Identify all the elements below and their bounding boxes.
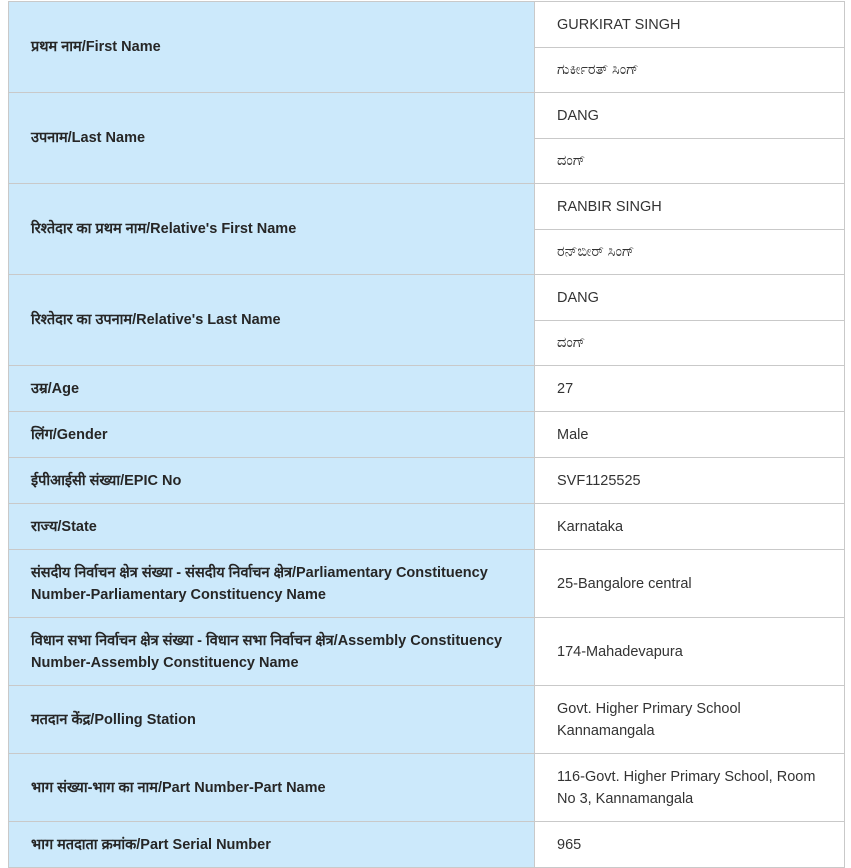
state-label: राज्य/State: [9, 504, 535, 549]
part-serial-number-value: 965: [557, 836, 582, 853]
row-assembly-constituency: [9, 618, 844, 686]
part-number-value: 116-Govt. Higher Primary School, Room No 3, Kannamangala: [557, 768, 816, 807]
part-serial-number-label: भाग मतदाता क्रमांक/Part Serial Number: [9, 822, 535, 867]
relative-last-name-label: रिश्तेदार का उपनाम/Relative's Last Name: [9, 275, 535, 365]
parliamentary-constituency-label: संसदीय निर्वाचन क्षेत्र संख्या - संसदीय निर्वाचन क्षेत्र/Parliamentary Constituency Number-Parliamentary Constituency Name: [9, 550, 535, 617]
state-value: Karnataka: [557, 518, 624, 535]
row-age: [9, 366, 844, 412]
part-number-label: भाग संख्या-भाग का नाम/Part Number-Part Name: [9, 754, 535, 821]
row-gender: [9, 412, 844, 458]
gender-value: Male: [557, 426, 589, 443]
epic-no-value: SVF1125525: [557, 472, 641, 489]
age-value: 27: [557, 380, 574, 397]
first-name-value-english: GURKIRAT SINGH: [557, 16, 681, 33]
relative-last-name-value-english: DANG: [557, 289, 599, 306]
row-parliamentary-constituency: [9, 550, 844, 618]
row-relative-last-name: [9, 275, 844, 366]
polling-station-value: Govt. Higher Primary School Kannamangala: [557, 700, 741, 739]
first-name-value-kannada: ಗುರ್ಕೀರತ್ ಸಿಂಗ್: [535, 47, 844, 92]
row-polling-station: [9, 686, 844, 754]
relative-last-name-value-kannada: ದಂಗ್: [535, 320, 844, 365]
row-last-name: [9, 93, 844, 184]
last-name-value-english: DANG: [557, 107, 599, 124]
relative-first-name-label: रिश्तेदार का प्रथम नाम/Relative's First Name: [9, 184, 535, 274]
row-relative-first-name: [9, 184, 844, 275]
relative-first-name-value-kannada: ರನ್‌ಬೀರ್ ಸಿಂಗ್: [535, 229, 844, 274]
row-epic-no: [9, 458, 844, 504]
voter-details-table: [8, 1, 845, 868]
row-first-name: [9, 2, 844, 93]
epic-no-label: ईपीआईसी संख्या/EPIC No: [9, 458, 535, 503]
assembly-constituency-value: 174-Mahadevapura: [557, 643, 683, 660]
last-name-label: उपनाम/Last Name: [9, 93, 535, 183]
polling-station-label: मतदान केंद्र/Polling Station: [9, 686, 535, 753]
row-part-serial-number: [9, 822, 844, 868]
parliamentary-constituency-value: 25-Bangalore central: [557, 575, 692, 592]
relative-first-name-value-english: RANBIR SINGH: [557, 198, 662, 215]
first-name-label: प्रथम नाम/First Name: [9, 2, 535, 92]
row-part-number: [9, 754, 844, 822]
row-state: [9, 504, 844, 550]
assembly-constituency-label: विधान सभा निर्वाचन क्षेत्र संख्या - विधान सभा निर्वाचन क्षेत्र/Assembly Constituency Number-Assembly Constituency Name: [9, 618, 535, 685]
last-name-value-kannada: ದಂಗ್: [535, 138, 844, 183]
age-label: उम्र/Age: [9, 366, 535, 411]
gender-label: लिंग/Gender: [9, 412, 535, 457]
